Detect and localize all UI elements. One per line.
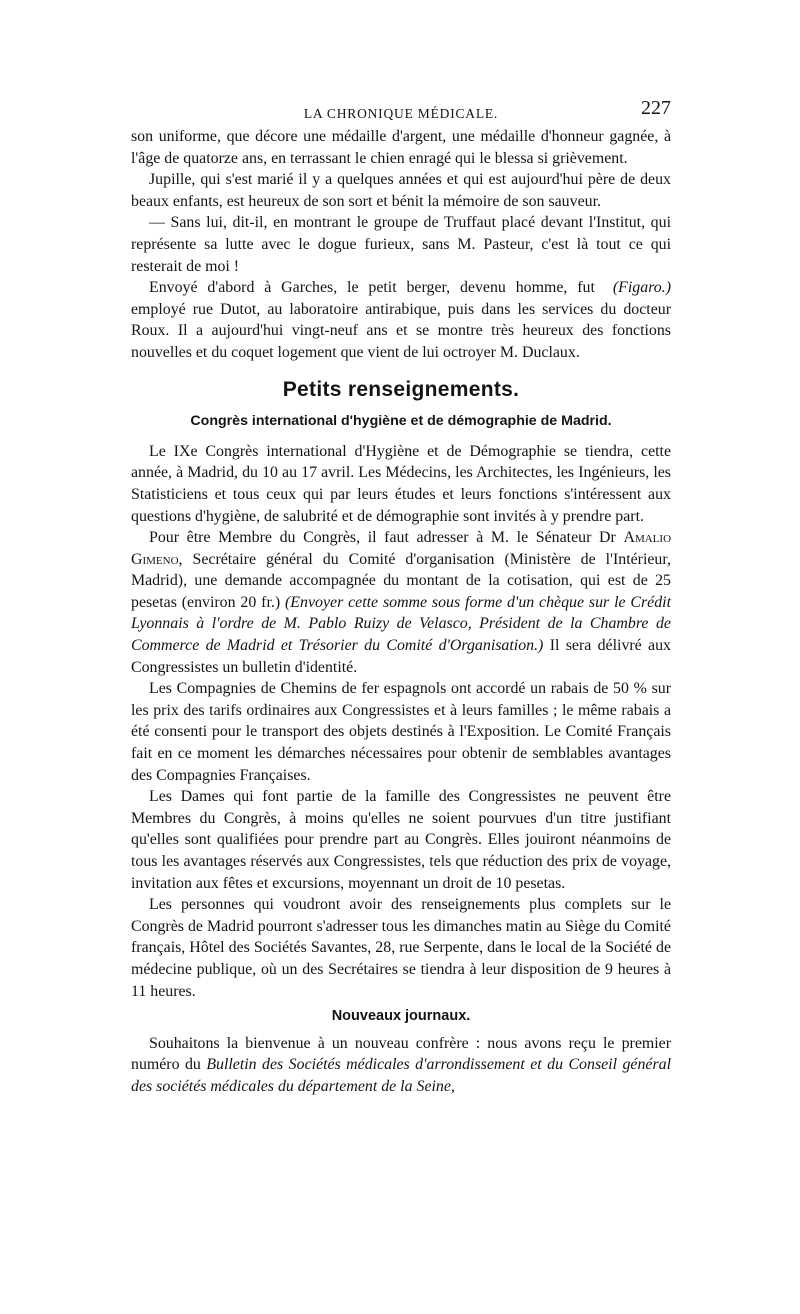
congress-paragraph-text: , Secrétaire général du Comité d'organisation (Ministère de l'Intérieur, Madrid), une demande accompagnée du montant de la cotisation, qui est de 25 pesetas (environ 20 fr.) — [131, 550, 671, 611]
congress-subtitle: Congrès international d'hygiène et de démographie de Madrid. — [190, 413, 612, 430]
person-name: Amalio Gimeno — [131, 529, 672, 568]
congress-paragraph — [131, 527, 671, 678]
article-paragraph: Jupille, qui s'est marié il y a quelques années et qui est aujourd'hui père de deux beaux enfants, est heureux de son sort et bénit la mémoire de son sauveur. — [131, 171, 671, 210]
congress-paragraph: Les personnes qui voudront avoir des renseignements plus complets sur le Congrès de Madrid pourront s'adresser tous les dimanches matin au Siège du Comité français, Hôtel des Sociétés Savantes, 28, rue Serpente, dans le local de la Société de médecine publique, où un des Secrétaires se tiendra à leur disposition de 9 heures à 11 heures. — [131, 896, 671, 1000]
congress-paragraph-text: Il sera délivré aux Congressistes un bulletin d'identité. — [131, 637, 671, 676]
journals-paragraph — [131, 1033, 671, 1098]
section-title: Petits renseignements. — [282, 377, 520, 401]
journals-paragraph-text: Souhaitons la bienvenue à un nouveau confrère : nous avons reçu le premier numéro du — [131, 1034, 671, 1074]
document-page — [131, 97, 672, 1098]
page-number: 227 — [641, 97, 671, 119]
page-header — [131, 97, 671, 126]
congress-paragraph: Le IXe Congrès international d'Hygiène et de Démographie se tiendra, cette année, à Madrid, du 10 au 17 avril. Les Médecins, les Architectes, les Ingénieurs, les Statisticiens et tous ceux qui par leurs études et leurs fonctions s'intéressent aux questions d'hygiène, de salubrité et de démographie sont invités à y prendre part. — [131, 442, 671, 525]
payment-instructions: (Envoyer cette somme sous forme d'un chèque sur le Crédit Lyonnais à l'ordre de M. Pablo Ruizy de Velasco, Président de la Chambre de Commerce de Madrid et Trésorier du Comité d'Organisation.) — [131, 593, 672, 655]
article-paragraph — [131, 277, 671, 363]
journal-title: Bulletin des Sociétés médicales d'arrondissement et du Conseil général des sociétés médicales du département de la Seine, — [131, 1056, 671, 1095]
source-reference: (Figaro.) — [612, 279, 671, 297]
journals-subtitle: Nouveaux journaux. — [331, 1008, 471, 1025]
congress-paragraph: Les Dames qui font partie de la famille des Congressistes ne peuvent être Membres du Congrès, à moins qu'elles ne soient pourvues d'un titre justifiant qu'elles sont qualifiées pour prendre part au Congrès. Elles jouiront néanmoins de tous les avantages réservés aux Congressistes, tels que réduction des prix de voyage, invitation aux fêtes et excursions, moyennant un droit de 10 pesetas. — [131, 788, 671, 892]
honorific: Dr — [599, 529, 616, 547]
article-paragraph: — Sans lui, dit-il, en montrant le groupe de Truffaut placé devant l'Institut, qui représente sa lutte avec le dogue furieux, sans M. Pasteur, c'est là tout ce qui resterait de moi ! — [131, 214, 671, 275]
article-paragraph-text: Envoyé d'abord à Garches, le petit berger, devenu homme, fut employé rue Dutot, au laboratoire antirabique, puis dans les services du docteur Roux. Il a aujourd'hui vingt-neuf ans et se montre très heureux des fonctions nouvelles et du coquet logement que vient de lui octroyer M. Duclaux. — [131, 279, 671, 361]
running-head: LA CHRONIQUE MÉDICALE. — [303, 106, 499, 121]
congress-paragraph-text: Pour être Membre du Congrès, il faut adresser à M. le Sénateur — [149, 529, 592, 547]
article-paragraph: son uniforme, que décore une médaille d'argent, une médaille d'honneur gagnée, à l'âge de quatorze ans, en terrassant le chien enragé qui le blessa si grièvement. — [131, 128, 671, 167]
congress-paragraph: Les Compagnies de Chemins de fer espagnols ont accordé un rabais de 50 % sur les prix des tarifs ordinaires aux Congressistes et à leurs familles ; le même rabais a été consenti pour le transport des objets destinés à l'Exposition. Le Comité Français fait en ce moment les démarches nécessaires pour obtenir de semblables avantages des Compagnies Françaises. — [131, 680, 671, 784]
